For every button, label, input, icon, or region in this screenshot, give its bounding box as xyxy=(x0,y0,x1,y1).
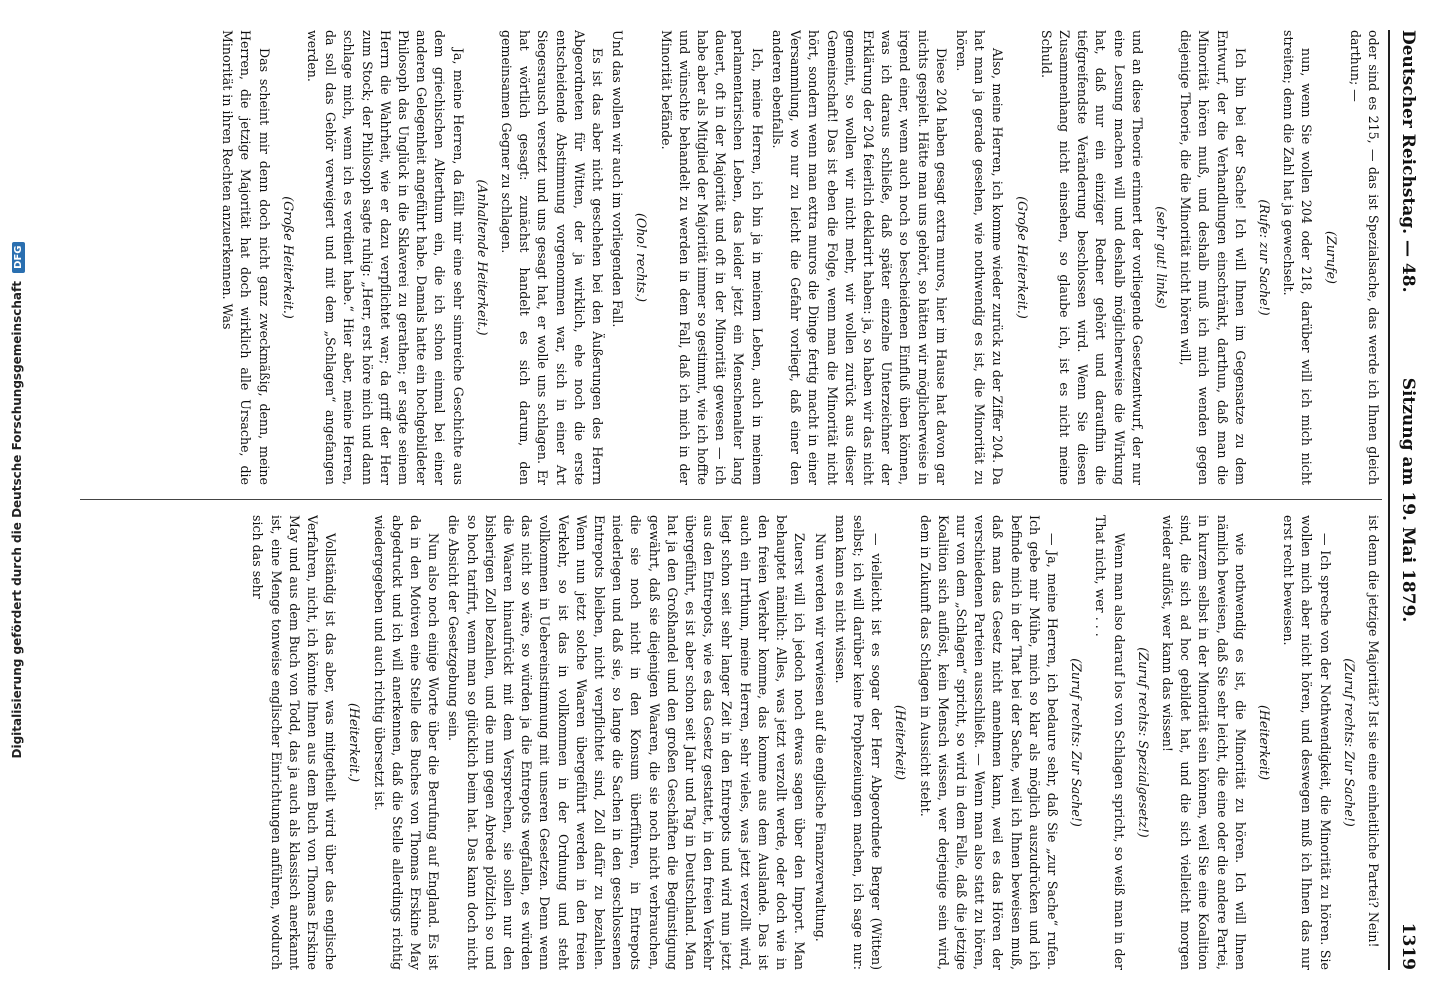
paragraph: Und das wollen wir auch im vorliegenden Fall. xyxy=(610,30,626,328)
interjection-remark: (Heiterkeit) xyxy=(1256,705,1272,780)
interjection-remark: (Zuruf rechts: Zur Sache!) xyxy=(1069,658,1085,827)
dfg-logo: DFG xyxy=(12,242,25,273)
paragraph: Es ist das aber nicht geschehen bei den Äußerungen des Herrn Abgeordneten für Witten, der ja wirklich, ehe noch die erste entscheidende Abstimmung vorgenommen war, sich in einer Art Siegesrausch versetzt und uns gesagt hat, er wolle uns schlagen. Er hat wörtlich gesagt: zunächst handelt es sich darum, den gemeinsamen Gegner zu schlagen. xyxy=(499,30,606,485)
paragraph: Ich, meine Herren, ich bin ja in meinem Leben, auch in meinem parlamentarischen Leben, das leider jetzt ein Menschenalter lang dauert, oft in der Majorität und oft in der Minorität gewesen — ich habe aber als Mitglied der Majorität immer so gestimmt, wie ich hoffte und wünschte behandelt zu werden in dem Fall, daß ich mich in der Minorität befände. xyxy=(658,30,765,485)
credit-text: Digitalisierung gefördert durch die Deutsche Forschungsgemeinschaft xyxy=(10,281,24,759)
left-column xyxy=(80,30,1382,485)
interjection-remark: (Rufe: zur Sache!) xyxy=(1256,199,1272,316)
interjection-remark: (sehr gut! links) xyxy=(1153,206,1169,309)
paragraph: wie nothwendig es ist, die Minorität zu hören. Ich will Ihnen nämlich beweisen, daß Sie sehr leicht, die eine oder die andere Partei, in kurzem selbst in der Minorität sein können, weil Sie eine Koalition sind, die sich ad hoc gebildet hat, und die sich vielleicht morgen wieder auflöst, wer kann das wissen! xyxy=(1159,515,1248,970)
paragraph: ist denn die jetzige Majorität? Ist sie eine einheitliche Partei? Nein! xyxy=(1366,515,1381,948)
paragraph: — Ja, meine Herren, ich bedaure sehr, daß Sie „zur Sache“ rufen. Ich gebe mir Mühe, mich so klar als möglich auszudrücken und ich befinde mich in der That bei der Sache, weil ich Ihnen beweisen muß, daß man das Gesetz nicht annehmen kann, weil es das Hören der verschiedenen Parteien ausschließt. — Wenn man also statt zu hören, nur von dem „Schlagen“ spricht, so wird in dem Falle, daß die jetzige Koalition sich auflöst, kein Mensch wissen, wer derjenige sein wird, dem in Zukunft das Schlagen in Aussicht steht. xyxy=(917,515,1060,970)
paragraph: — vielleicht ist es sogar der Herr Abgeordnete Berger (Witten) selbst; ich will darüber keine Prophezeiungen machen, ich sage nur: man kann es nicht wissen. xyxy=(832,515,885,970)
column-divider xyxy=(80,499,1382,500)
paragraph: nun, wenn Sie wollen 204 oder 218, darüber will ich mich nicht streiten; denn die Zahl hat ja gewechselt. xyxy=(1281,30,1315,485)
paragraph: Nun werden wir verwiesen auf die englische Finanzverwaltung. xyxy=(812,533,828,942)
interjection-remark: (Heiterkeit) xyxy=(893,705,909,780)
paragraph: — Ich spreche von der Nothwendigkeit, die Minorität zu hören. Sie wollen mich aber nicht hören, und deswegen muß ich Ihnen das nur erst recht beweisen. xyxy=(1281,515,1333,970)
text-columns xyxy=(80,30,1382,970)
digitization-credit xyxy=(10,40,25,960)
paragraph: Diese 204 haben gesagt extra muros, hier im Hause hat davon gar nichts gespielt. Hätte man uns gehört, so hätten wir möglicherweise in irgend einer, wenn auch noch so bescheidenen Einfluß üben können, was ich daraus schließe, daß später einzelne Unterzeichner der Erklärung der 204 feierlich deklarirt haben: ja, so haben wir das nicht gemeint, so wollen wir nicht mehr, wir wollen zurück aus dieser Gemeinschaft! Das ist eben die Folge, wenn man die Minorität nicht hört, sondern wenn man extra muros die Dinge fertig macht in einer Versammlung, wo nur zu leicht die Gefahr vorliegt, daß einer den anderen ebenfalls. xyxy=(769,30,949,485)
interjection-remark: (Zuruf rechts: Spezialgesetz!) xyxy=(1135,647,1151,838)
paragraph: Nun also noch einige Worte über die Berufung auf England. Es ist da in den Motiven eine Stelle des Buches von Thomas Erskine May abgedruckt und ich will anerkennen, daß die Stelle allerdings richtig wiedergegeben und auch richtig übersetzt ist. xyxy=(371,515,442,970)
interjection-remark: (Zurufe) xyxy=(1323,231,1339,284)
interjection-remark: (Große Heiterkeit.) xyxy=(280,196,296,319)
paragraph: oder sind es 215, — das ist Spezialsache, das werde ich Ihnen gleich darthun; — xyxy=(1347,30,1381,485)
page-header xyxy=(1388,30,1424,970)
header-page-number: 1319 xyxy=(1398,922,1418,970)
header-session: Sitzung am 19. Mai 1879. xyxy=(1398,377,1418,623)
paragraph: Ich bin bei der Sache! Ich will Ihnen im Gegensatze zu dem Entwurf, der die Verhandlungen einschränkt, darthun, daß man die Minorität hören muß, und deshalb muß ich mich wenden gegen diejenige Theorie, die die Minorität nicht hören will, xyxy=(1178,30,1248,485)
paragraph: Das scheint mir denn doch nicht ganz zweckmäßig, denn, meine Herren, die jetzige Majorität hat doch wirklich alle Ursache, die Minorität in ihren Rechten anzuerkennen. Was xyxy=(220,30,272,485)
interjection-remark: (Große Heiterkeit.) xyxy=(1014,196,1030,319)
paragraph: Wenn man also darauf los von Schlagen spricht, so weiß man in der That nicht, wer . . . xyxy=(1093,515,1127,970)
interjection-remark: (Oho! rechts.) xyxy=(634,212,650,303)
paragraph: Ja, meine Herren, da fällt mir eine sehr sinnreiche Geschichte aus dem griechischen Alterthum ein, die ich schon einmal bei einer anderen Gelegenheit angeführt habe. Damals hatte ein hochgebildeter Philosoph das Unglück in die Sklaverei zu gerathen; er sagte seinem Herrn die Wahrheit, wie er dazu verpflichtet war; da griff der Herr zum Stock; der Philosoph sagte ruhig: „Herr, erst höre mich und dann schlage mich, wenn ich es verdient habe.“ Hier aber, meine Herren, da soll das Gehör verweigert und mit dem „Schlagen“ angefangen werden. xyxy=(305,30,466,485)
paragraph: Vollständig ist das aber, was mitgetheilt wird über das englische Verfahren, nicht, ich könnte Ihnen aus dem Buch von Thomas Erskine May und aus dem Buch von Todd, das ja auch als klassisch anerkannt ist, eine Menge tonweise englischer Einrichtungen anführen, wodurch sich das sehr xyxy=(250,515,339,970)
paragraph: und an diese Theorie erinnert der vorliegende Gesetzentwurf, der nur eine Lesung machen will und deshalb möglicherweise die Wirkung hat, daß nur ein einziger Redner gehört und daraufhin die tiefgreifendste Veränderung beschlossen wird. Wenn Sie diesen Zusammenhang nicht einsehen, so glaube ich, ist es nicht meine Schuld. xyxy=(1038,30,1145,485)
header-publication: Deutscher Reichstag. — 48. xyxy=(1398,30,1418,293)
interjection-remark: (Anhaltende Heiterkeit.) xyxy=(474,179,490,336)
interjection-remark: (Zuruf rechts: Zur Sache!) xyxy=(1341,658,1357,827)
right-column xyxy=(80,515,1382,970)
paragraph: Also, meine Herren, ich komme wieder zurück zu der Ziffer 204. Da hat man ja gerade gesehen, wie nothwendig es ist, die Minorität zu hören. xyxy=(953,30,1006,485)
paragraph: Zuerst will ich jedoch noch etwas sagen über den Import. Man behauptet nämlich: Alles, was jetzt verzollt werde, oder doch wie in den freien Verkehr komme, das komme aus dem Auslande. Das ist auch ein Irrthum, meine Herren, sehr vieles, was jetzt verzollt wird, liegt schon seit sehr langer Zeit in den Entrepots und wird nun jetzt aus den Entrepots, wie es das Gesetz gestattet, in den freien Verkehr übergeführt, es ist aber schon seit Jahr und Tag in Deutschland. Man hat ja den Großhandel und den großen Geschäften die Begünstigung gewährt, daß sie diejenigen Waaren, die sie noch nicht verbrauchen, die sie noch nicht in den Konsum überführen, in Entrepots niederlegen und daß sie, so lange die Sachen in den geschlossenen Entrepots bleiben, nicht verpflichtet sind, Zoll dafür zu bezahlen. Wenn nun jetzt solche Waaren übergeführt werden in den freien Verkehr, so ist das in vollkommen in der Ordnung und steht vollkommen in Uebereinstimmung mit unseren Gesetzen. Denn wenn das nicht so wäre, so würden ja die Entrepots wegfallen, es würden die Waaren hinaufrückt mit dem Versprechen, sie sollen nur den bisherigen Zoll bezahlen, und die nun gegen Abrede plötzlich so und so hoch tarifirt, wenn man so glücklich beim hat. Das kann doch nicht die Absicht der Gesetzgebung sein. xyxy=(446,515,808,970)
interjection-remark: (Heiterkeit.) xyxy=(347,703,363,782)
